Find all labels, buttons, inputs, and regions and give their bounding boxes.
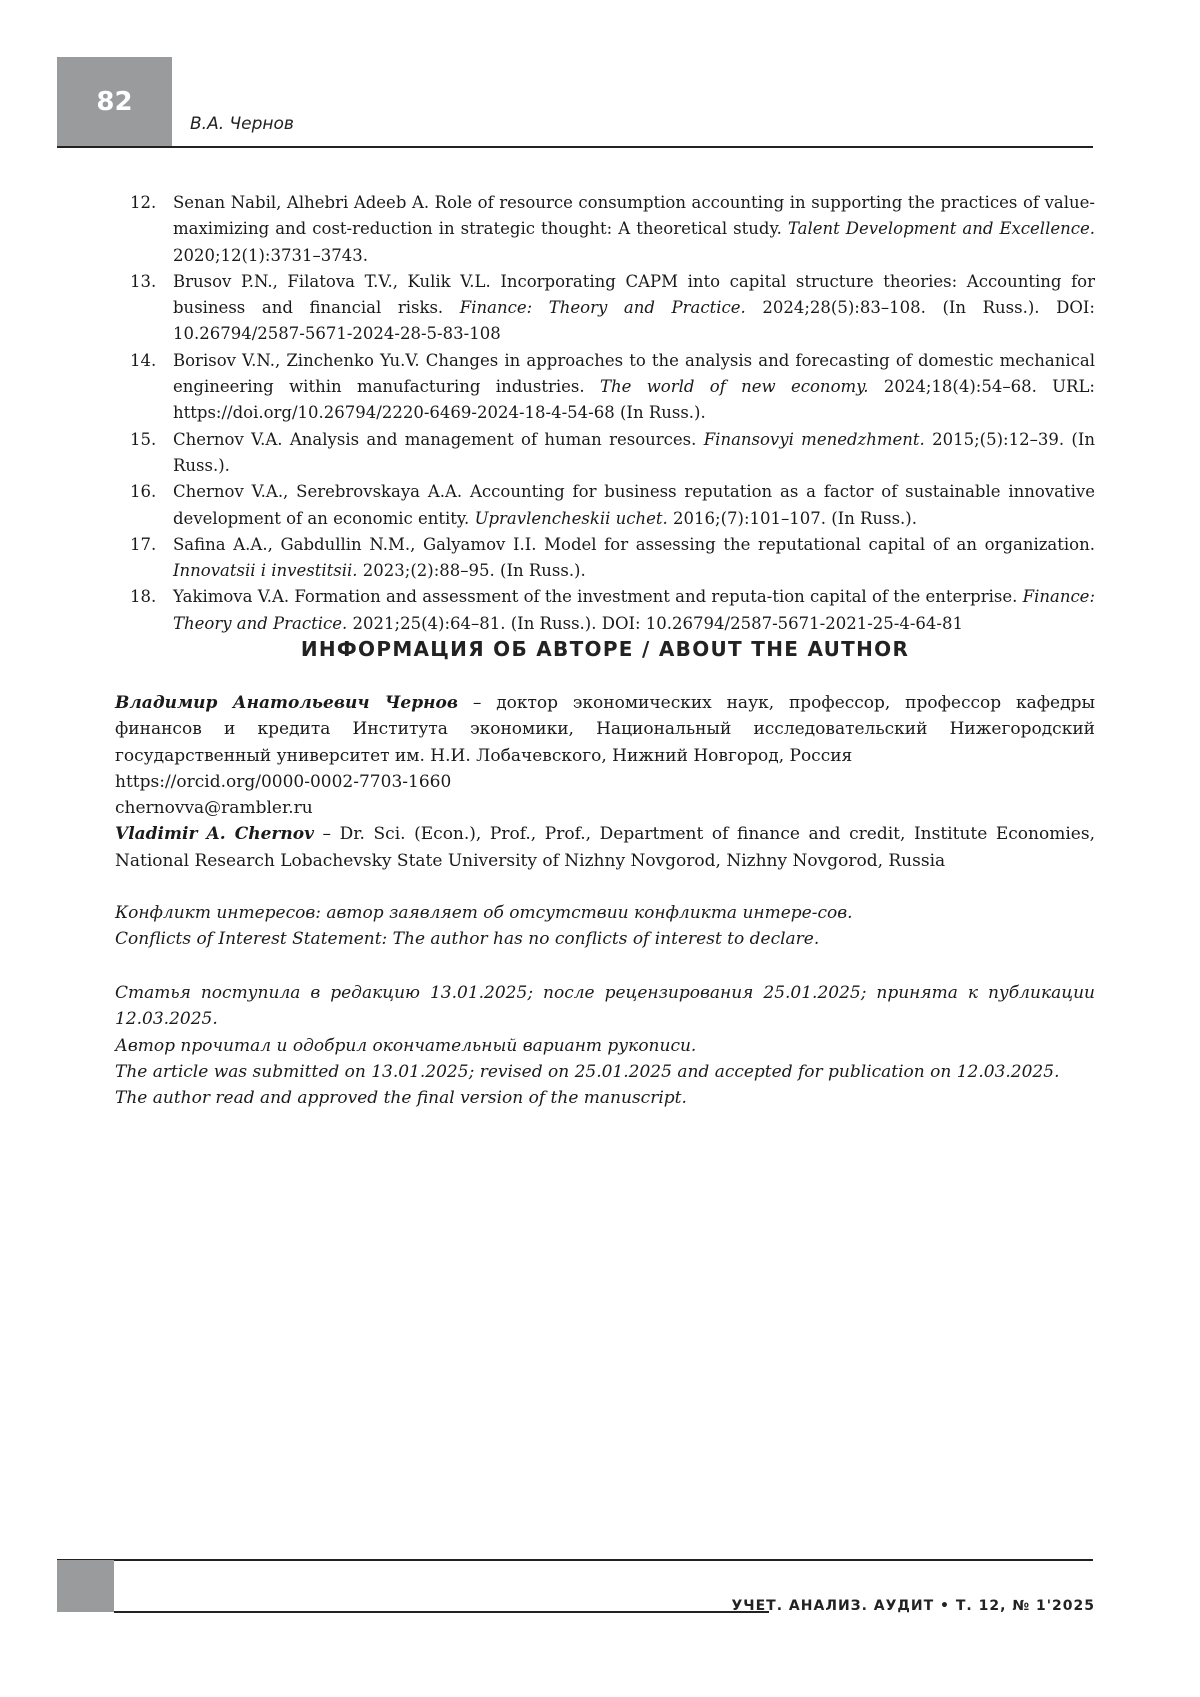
reference-number: 15. [130, 429, 157, 449]
reference-item [115, 269, 1095, 348]
reference-text: Chernov V.A. Analysis and management of human resources. Finansovyi menedzhment. 2015;(5):12–39. (In Russ.). [173, 429, 1096, 475]
reference-number: 13. [130, 271, 157, 291]
author-email: chernovva@rambler.ru [115, 798, 313, 819]
reference-journal: Innovatsii i investitsii. [173, 561, 358, 581]
reference-text: Senan Nabil, Alhebri Adeeb A. Role of resource consumption accounting in supporting the practices of value-maximizing and cost-reduction in strategic thought: A theoretical study. Talent Development and Excellence. 2020;12(1):3731–3743. [173, 193, 1096, 265]
reference-text: Safina A.A., Gabdullin N.M., Galyamov I.I. Model for assessing the reputational capital of an organization. Innovatsii i investitsii. 2023;(2):88–95. (In Russ.). [173, 534, 1095, 581]
journal-name: УЧЕТ. АНАЛИЗ. АУДИТ • Т. 12, № 1'2025 [731, 1598, 1095, 1614]
reference-journal: Talent Development and Excellence. [787, 219, 1096, 239]
reference-item [115, 532, 1095, 585]
reference-item [115, 190, 1095, 269]
dates-ru: Статья поступила в редакцию 13.01.2025; после рецензирования 25.01.2025; принята к публикации 12.03.2025. [115, 983, 1095, 1030]
reference-journal: Finance: Theory and Practice. [459, 298, 746, 318]
page-number-text: 82 [96, 87, 133, 117]
author-ru: Владимир Анатольевич Чернов – доктор экономических наук, профессор, профессор кафедры финансов и кредита Института экономики, Национальный исследовательский Нижегородский государственный университет им. Н.И. Лобачевского, Нижний Новгород, Россия [115, 693, 1095, 766]
reference-item [115, 479, 1095, 532]
conflicts-en: Conflicts of Interest Statement: The author has no conflicts of interest to declare. [115, 929, 820, 950]
reference-number: 18. [130, 587, 157, 607]
conflicts-ru: Конфликт интересов: автор заявляет об отсутствии конфликта интере-сов. [115, 903, 853, 923]
section-title: ИНФОРМАЦИЯ ОБ АВТОРЕ / ABOUT THE AUTHOR [300, 637, 910, 661]
reference-number: 14. [130, 350, 157, 370]
reference-journal: Finance: Theory and Practice. [173, 587, 1096, 633]
running-head: В.А. Чернов [190, 114, 294, 134]
page-number [57, 57, 172, 147]
reference-number: 12. [130, 193, 157, 212]
reference-number: 16. [130, 482, 157, 502]
header-rule [57, 146, 1093, 148]
reference-journal: Upravlencheskii uchet. [474, 508, 668, 528]
reference-text: Brusov P.N., Filatova T.V., Kulik V.L. Incorporating CAPM into capital structure theories: Accounting for business and financial risks. Finance: Theory and Practice. 2024;28(5):83–108. (In Russ.). DOI: 10.26794/2587-5671-2024-28-5-83-108 [173, 271, 1095, 344]
conflicts-statement [115, 900, 1095, 953]
author-info [115, 690, 1095, 874]
reference-journal: Finansovyi menedzhment. [703, 429, 925, 449]
approved-ru: Автор прочитал и одобрил окончательный вариант рукописи. [115, 1035, 697, 1056]
author-name-ru: Владимир Анатольевич Чернов [115, 693, 458, 713]
reference-text: Borisov V.N., Zinchenko Yu.V. Changes in approaches to the analysis and forecasting of domestic mechanical engineering within manufacturing industries. The world of new economy. 2024;18(4):54–68. URL: https://doi.org/10.26794/2220-6469-2024-18-4-54-68 (In Russ.). [173, 350, 1095, 423]
footer-box [57, 1560, 114, 1612]
dates-en: The article was submitted on 13.01.2025; revised on 25.01.2025 and accepted for publication on 12.03.2025. [115, 1061, 1060, 1082]
approved-en: The author read and approved the final version of the manuscript. [115, 1088, 687, 1109]
reference-text: Yakimova V.A. Formation and assessment of the investment and reputa-tion capital of the enterprise. Finance: Theory and Practice. 2021;25(4):64–81. (In Russ.). DOI: 10.26794/2587-5671-2021-25-4-64-81 [173, 587, 1096, 633]
author-name-en: Vladimir A. Chernov [115, 824, 314, 845]
article-dates [115, 980, 1095, 1111]
reference-item [115, 348, 1095, 427]
author-orcid: https://orcid.org/0000-0002-7703-1660 [115, 771, 452, 792]
reference-item [115, 584, 1095, 637]
reference-item [115, 427, 1095, 480]
author-en: Vladimir A. Chernov – Dr. Sci. (Econ.), Prof., Prof., Department of finance and credit, Institute Economies, National Research Lobachevsky State University of Nizhny Novgorod, Nizhny Novgorod, Russia [115, 824, 1095, 871]
footer-rule-bottom [114, 1611, 769, 1613]
reference-list [115, 190, 1095, 637]
reference-text: Chernov V.A., Serebrovskaya A.A. Accounting for business reputation as a factor of sustainable innovative development of an economic entity. Upravlencheskii uchet. 2016;(7):101–107. (In Russ.). [173, 482, 1095, 528]
reference-journal: The world of new economy. [599, 377, 869, 397]
footer-rule [57, 1559, 1093, 1561]
reference-number: 17. [130, 534, 157, 554]
